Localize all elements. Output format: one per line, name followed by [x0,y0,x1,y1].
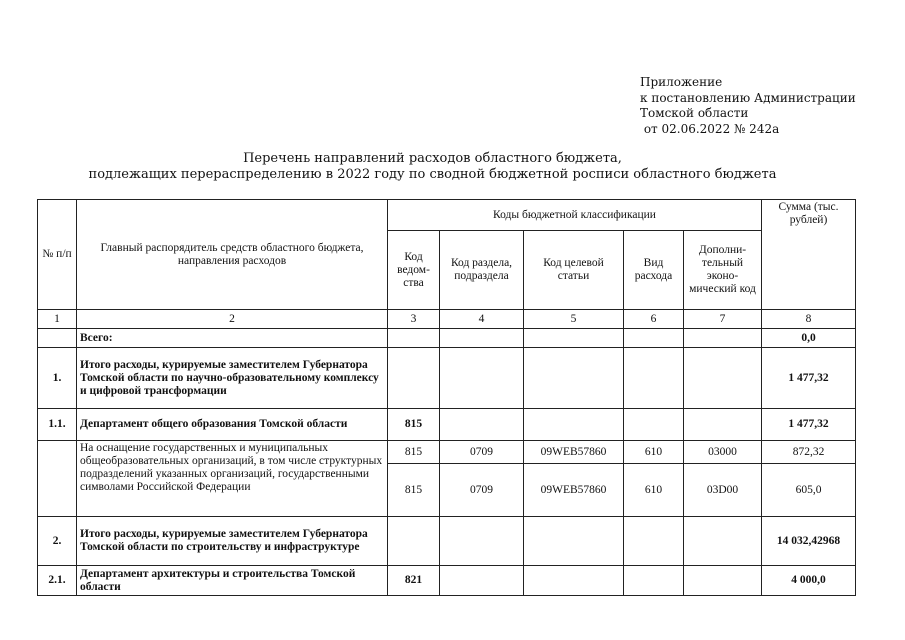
row-label: Департамент архитектуры и строительства Томской области [77,566,388,596]
header-expense-type: Вид расхода [624,231,684,310]
header-section-code: Код раздела, подраздела [440,231,524,310]
row-num: 1. [38,348,77,409]
header-dept-code: Код ведом-ства [388,231,440,310]
row-dept-code: 821 [388,566,440,596]
document-title [60,151,805,183]
header-extra-code: Дополни-тельный эконо-мический код [684,231,762,310]
col-number: 6 [624,310,684,329]
row-sum: 4 000,0 [762,566,856,596]
row-extra-code: 03D00 [684,464,762,517]
appendix-line: Томской области [640,106,749,120]
row-section-code: 0709 [440,464,524,517]
row-label: Итого расходы, курируемые заместителем Губернатора Томской области по строительству и инфраструктуре [77,517,388,566]
header-target-code: Код целевой статьи [524,231,624,310]
row-sum: 1 477,32 [762,348,856,409]
row-label: На оснащение государственных и муниципальных общеобразовательных организаций, в том числе структурных подразделений указанных организаций, государственными символами Российской Федерации [77,441,388,517]
row-target-code: 09WEB57860 [524,464,624,517]
row-num: 2.1. [38,566,77,596]
row-num: 2. [38,517,77,566]
col-number: 8 [762,310,856,329]
row-label: Департамент общего образования Томской области [77,409,388,441]
header-sum: Сумма (тыс. рублей) [762,200,856,310]
total-label: Всего: [77,329,388,348]
row-sum: 872,32 [762,441,856,464]
total-sum: 0,0 [762,329,856,348]
table-row [38,566,856,596]
col-number: 2 [77,310,388,329]
row-sum: 605,0 [762,464,856,517]
appendix-line: Приложение [640,75,723,89]
col-number: 5 [524,310,624,329]
row-expense-type: 610 [624,441,684,464]
header-codes-group: Коды бюджетной классификации [388,200,762,231]
table-row [38,348,856,409]
col-number: 4 [440,310,524,329]
table-row-total [38,329,856,348]
appendix-line: к постановлению Администрации [640,90,856,105]
row-sum: 14 032,42968 [762,517,856,566]
table-row [38,441,856,464]
appendix-line: от 02.06.2022 № 242а [640,121,780,136]
row-num: 1.1. [38,409,77,441]
row-section-code: 0709 [440,441,524,464]
row-extra-code: 03000 [684,441,762,464]
row-dept-code: 815 [388,464,440,517]
table-row [38,517,856,566]
row-target-code: 09WEB57860 [524,441,624,464]
col-number: 7 [684,310,762,329]
row-sum: 1 477,32 [762,409,856,441]
row-label: Итого расходы, курируемые заместителем Губернатора Томской области по научно-образовательному комплексу и цифровой трансформации [77,348,388,409]
col-number: 3 [388,310,440,329]
row-expense-type: 610 [624,464,684,517]
header-num: № п/п [38,200,77,310]
header-recipient: Главный распорядитель средств областного бюджета, направления расходов [77,200,388,310]
row-dept-code: 815 [388,441,440,464]
col-number: 1 [38,310,77,329]
appendix-block [640,75,856,137]
row-dept-code: 815 [388,409,440,441]
title-line: Перечень направлений расходов областного бюджета, [243,151,622,166]
budget-table [37,199,856,596]
table-row [38,409,856,441]
title-line: подлежащих перераспределению в 2022 году по сводной бюджетной росписи областного бюджета [88,167,777,182]
